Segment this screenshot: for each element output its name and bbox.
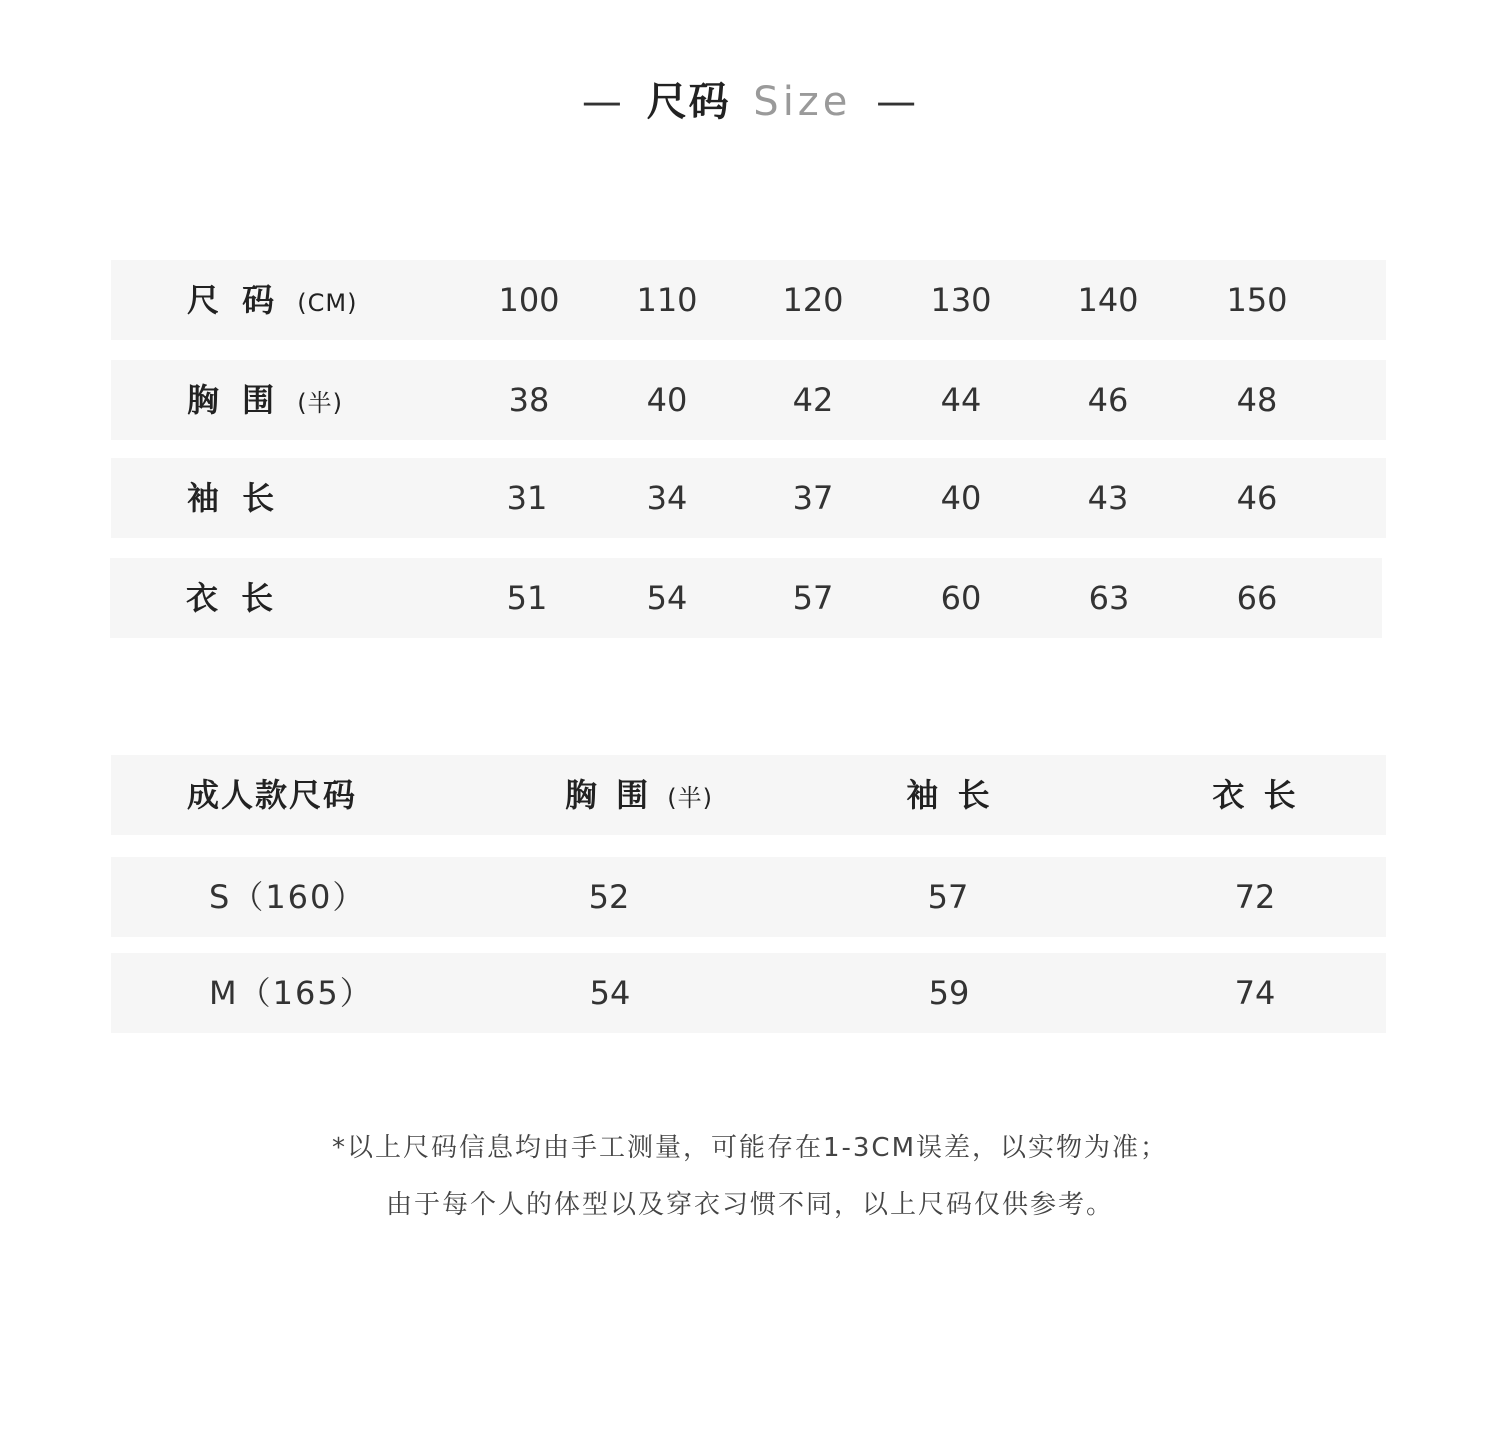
title-chinese: 尺码	[646, 79, 731, 125]
kids-sleeve-value: 31	[506, 479, 548, 517]
adult-header-sleeve: 袖 长	[906, 776, 994, 814]
kids-sleeve-label-text: 袖 长	[187, 479, 281, 517]
kids-size-150: 150	[1226, 281, 1288, 319]
kids-length-value: 57	[792, 579, 834, 617]
kids-size-100: 100	[498, 281, 560, 319]
kids-sleeve-row	[111, 458, 1386, 538]
adult-header-size: 成人款尺码	[187, 776, 358, 814]
adult-sleeve-s: 57	[927, 878, 969, 916]
kids-chest-label-text: 胸 围	[187, 381, 281, 419]
adult-row-m	[111, 953, 1386, 1033]
kids-chest-row	[111, 360, 1386, 440]
kids-chest-value: 42	[792, 381, 834, 419]
title-dash-right: —	[876, 79, 919, 125]
kids-length-label-text: 衣 长	[186, 579, 280, 617]
adult-size-m: M（165）	[209, 974, 374, 1012]
adult-chest-s: 52	[588, 878, 630, 916]
kids-size-120: 120	[782, 281, 844, 319]
kids-chest-value: 40	[646, 381, 688, 419]
kids-header-unit: (CM)	[297, 289, 358, 317]
adult-size-s: S（160）	[209, 878, 367, 916]
title-english: Size	[753, 79, 852, 125]
kids-length-label	[186, 558, 279, 638]
kids-chest-value: 38	[508, 381, 550, 419]
kids-sleeve-value: 37	[792, 479, 834, 517]
kids-header-row	[111, 260, 1386, 340]
kids-chest-value: 44	[940, 381, 982, 419]
adult-header-row	[111, 755, 1386, 835]
adult-header-chest-text: 胸 围	[564, 776, 653, 814]
kids-header-label	[187, 260, 358, 340]
kids-length-value: 63	[1088, 579, 1130, 617]
adult-header-chest-unit: (半)	[667, 784, 714, 812]
adult-header-length: 衣 长	[1212, 776, 1300, 814]
kids-length-value: 60	[940, 579, 982, 617]
kids-length-row	[110, 558, 1382, 638]
kids-chest-value: 46	[1087, 381, 1129, 419]
kids-sleeve-value: 34	[646, 479, 688, 517]
kids-header-label-text: 尺 码	[187, 281, 281, 319]
kids-sleeve-value: 46	[1236, 479, 1278, 517]
kids-chest-value: 48	[1236, 381, 1278, 419]
kids-chest-unit: (半)	[297, 389, 344, 417]
kids-sleeve-value: 43	[1087, 479, 1129, 517]
note-line-2: 由于每个人的体型以及穿衣习惯不同，以上尺码仅供参考。	[385, 1190, 1114, 1220]
kids-sleeve-value: 40	[940, 479, 982, 517]
note-line-1: *以上尺码信息均由手工测量，可能存在1-3CM误差，以实物为准；	[331, 1133, 1169, 1163]
adult-row-s	[111, 857, 1386, 937]
title-dash-left: —	[581, 79, 624, 125]
kids-size-140: 140	[1077, 281, 1139, 319]
kids-length-value: 51	[506, 579, 548, 617]
kids-sleeve-label	[187, 458, 280, 538]
page-title	[0, 72, 1500, 132]
adult-length-s: 72	[1234, 878, 1276, 916]
kids-chest-label	[187, 360, 343, 440]
kids-length-value: 54	[646, 579, 688, 617]
kids-length-value: 66	[1236, 579, 1278, 617]
adult-sleeve-m: 59	[928, 974, 970, 1012]
kids-size-130: 130	[930, 281, 992, 319]
adult-header-chest	[565, 755, 713, 835]
adult-chest-m: 54	[589, 974, 631, 1012]
adult-length-m: 74	[1234, 974, 1276, 1012]
kids-size-110: 110	[636, 281, 698, 319]
